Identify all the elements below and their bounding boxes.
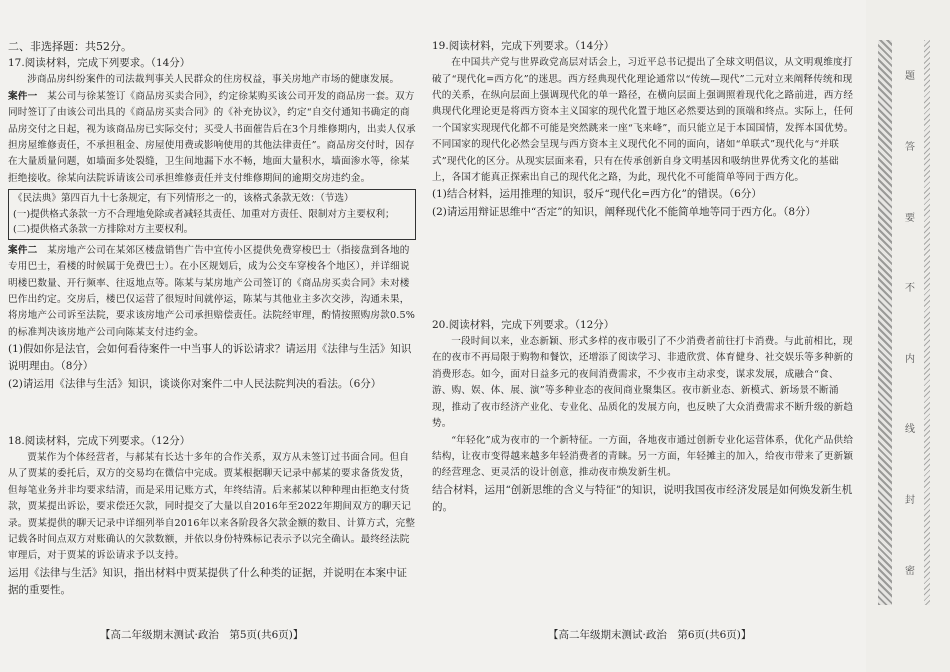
- question-17-stem: 17.阅读材料，完成下列要求。（14分）: [8, 57, 191, 70]
- question-20-para-2: “年轻化”成为夜市的一个新特征。一方面，各地夜市通过创新专业化运营体系，优化产品供给结构，让夜市变得越来越多年轻消费者的青睐。另一方面，年轻摊主的加入，给夜市带来了更新颖的经营理念、更灵活的设计创意，推动夜市焕发新生机。: [432, 434, 854, 479]
- seal-label: 封: [902, 494, 914, 505]
- question-20-para-1: 一段时间以来，业态新颖、形式多样的夜市吸引了不少消费者前往打卡消费。与此前相比，现在的夜市不再局限于购物和餐饮，还增添了阅读学习、非遗欣赏、体育健身、社交娱乐等多种新的消费形态。如今，面对日益多元的夜间消费需求，不少夜市主动求变，谋求发展，成融合“食、游、购、娱、体、展、演”等多种业态的夜间商业聚集区。夜市新业态、新模式、新场景不断涌现，推动了夜市经济产业化、专业化、品质化的发展方向，也反映了大众消费需求不断升级的新趋势。: [432, 336, 854, 430]
- civil-code-title: 《民法典》第四百九十七条规定，有下列情形之一的，该格式条款无效：（节选）: [13, 193, 354, 205]
- question-19-sub-1: (1)结合材料，运用推理的知识，驳斥“现代化=西方化”的错误。（6分）: [432, 188, 762, 201]
- civil-code-item-2: (二)提供格式条款一方排除对方主要权利。: [13, 224, 194, 236]
- question-17-sub-2: (2)请运用《法律与生活》知识，谈谈你对案件二中人民法院判决的看法。（6分）: [8, 377, 382, 390]
- section-title: 二、非选择题：共52分。: [8, 40, 132, 53]
- right-page-footer: 【高二年级期末测试·政治 第6页(共6页)】: [548, 629, 752, 641]
- case-1-label: 案件一: [8, 90, 38, 102]
- civil-code-item-1: (一)提供格式条款一方不合理地免除或者减轻其责任、加重对方责任、限制对方主要权利；: [13, 208, 395, 220]
- question-17-sub-1: (1)假如你是法官，会如何看待案件一中当事人的诉讼请求？请运用《法律与生活》知识说明理由。（8分）: [8, 343, 412, 373]
- civil-code-box: [8, 189, 416, 240]
- seal-label: 要: [902, 211, 914, 222]
- question-17-intro: 涉商品房纠纷案件的司法裁判事关人民群众的住房权益，事关房地产市场的健康发展。: [27, 74, 400, 86]
- case-1-text: 某公司与徐某签订《商品房买卖合同》，约定徐某购买该公司开发的商品房一套。双方同时签订了由该公司出具的《商品房买卖合同》的《补充协议》，约定“自交付通知书确定的商品房交付之日起，视为该商品房已实际交付；买受人书面催告后在3个月维修期内，出卖人仅承担房屋维修责任，不承担租金、房屋使用费或影响使用的其他法律责任”。商品房交付时，因存在大量质量问题，如墙面多处裂缝，卫生间地漏下水不畅，地面大量积水，墙面渗水等，徐某拒绝接收。徐某向法院诉请该公司承担维修责任并支付维修期间的逾期交房违约金。: [8, 90, 416, 184]
- seal-line-labels: [896, 40, 920, 605]
- question-18-stem: 18.阅读材料，完成下列要求。（12分）: [8, 434, 191, 447]
- left-page: [8, 38, 416, 599]
- binding-pattern-inner: [924, 40, 930, 605]
- seal-label: 线: [902, 423, 914, 434]
- seal-label: 内: [902, 352, 914, 363]
- question-19-sub-2: (2)请运用辩证思维中“否定”的知识，阐释现代化不能简单地等同于西方化。（8分）: [432, 205, 817, 218]
- case-2: [8, 243, 416, 341]
- binding-pattern: [878, 40, 892, 605]
- binding-margin: [866, 0, 950, 672]
- seal-label: 密: [902, 564, 914, 575]
- question-20-stem: 20.阅读材料，完成下列要求。（12分）: [432, 318, 615, 331]
- left-page-footer: 【高二年级期末测试·政治 第5页(共6页)】: [100, 629, 304, 641]
- question-18-material: 贾某作为个体经营者，与郝某有长达十多年的合作关系，双方从未签订过书面合同。但自从了贾某的委托后，双方的交易均在微信中完成。贾某根据聊天记录中郝某的要求备货发货，但每笔业务并非均要求结清，而是采用记账方式，年终结清。后来郝某以种种理由拒绝支付货款，贾某提出诉讼，要求偿还欠款，同时提交了大量以自2016年至2022年期间双方的聊天记录。贾某提供的聊天记录中详细列举自2016年以来各阶段各欠款金额的数目、计算方式，完整记载各时间点双方对账确认的欠款数额，并依以身份特殊标记表示予以完全确认。最终经法院审理后，对于贾某的诉讼请求予以支持。: [8, 452, 416, 562]
- seal-label: 题: [902, 70, 914, 81]
- question-19-material: 在中国共产党与世界政党高层对话会上，习近平总书记提出了全球文明倡议，从文明观维度打破了“现代化=西方化”的迷思。西方经典现代化理论通常以“传统—现代”二元对立来阐释传统和现代的关系，在纵向层面上强调现代化的单一路径，在横向层面上强调照着现代化之路前进，西方经典现代化理论更是将西方资本主义国家的现代化置于地区必然要达到的顶端和终点。实际上，任何一个国家实现现代化都不可能是突然跳来一座“飞来峰”，而只能立足于本国国情，发挥本国优势。不同国家的现代化必然会呈现与西方资本主义现代化不同的面向，诸如“单联式”现代化与“并联式”现代化的区分。从现实层面来看，只有在传承创新自身文明基因和吸纳世界优秀文化的基础上，各国才能真正探索出自己的现代化之路，为此，现代化不可能简单等同于西方化。: [432, 57, 854, 184]
- case-1: [8, 89, 416, 187]
- question-19-stem: 19.阅读材料，完成下列要求。（14分）: [432, 40, 615, 52]
- case-2-text: 某房地产公司在某郊区楼盘销售广告中宣传小区提供免费穿梭巴士（指接盘到各地的专用巴士，看楼的时候属于免费巴士）。在小区规划后，成为公交车穿梭各个地区），并详细说明楼巴数量、开行频率、往返地点等。陈某与某房地产公司签订的《商品房买卖合同》未对楼巴作出约定。交房后，楼巴仅运营了很短时间就停运，陈某与其他业主多次交涉，沟通未果，将房地产公司诉至法院，要求该房地产公司承担赔偿责任。法院经审理，酌情按照购房款0.5%的标准判决该房地产公司向陈某支付违约金。: [8, 244, 416, 338]
- seal-label: 不: [902, 282, 914, 293]
- case-2-label: 案件二: [8, 244, 38, 256]
- question-20-ask: 结合材料，运用“创新思维的含义与特征”的知识，说明我国夜市经济发展是如何焕发新生机的。: [432, 483, 853, 513]
- question-18-ask: 运用《法律与生活》知识，指出材料中贾某提供了什么种类的证据，并说明在本案中证据的重要性。: [8, 566, 407, 597]
- right-page: [432, 38, 857, 516]
- seal-label: 答: [902, 140, 914, 151]
